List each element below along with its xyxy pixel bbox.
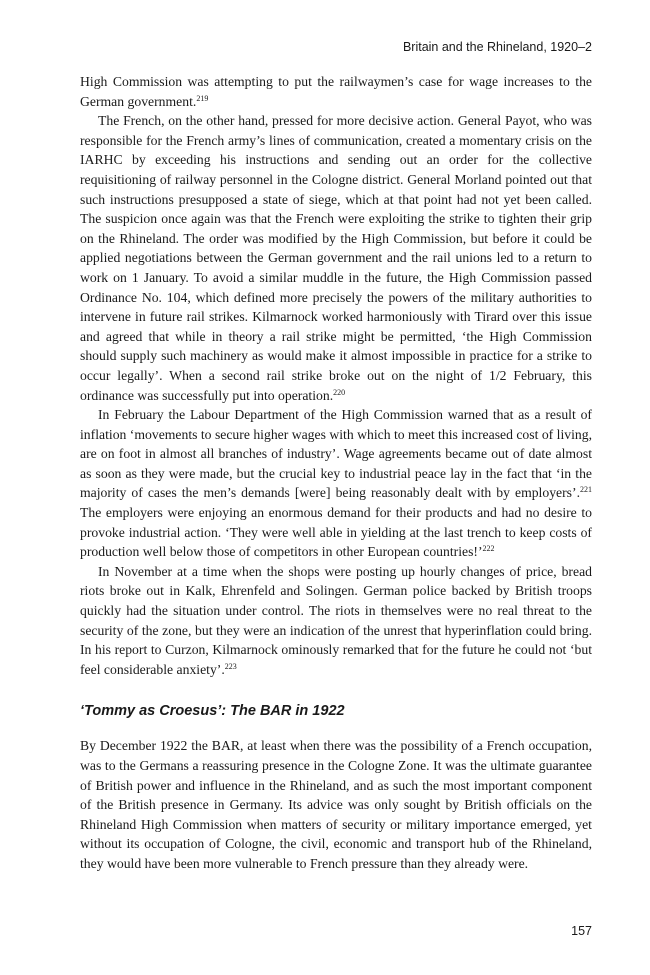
paragraph-1: [80, 72, 592, 111]
paragraph-text: High Commission was attempting to put the railwaymen’s case for wage increases to the German government.: [80, 74, 592, 109]
paragraph-2: [80, 111, 592, 405]
paragraph-4: [80, 562, 592, 680]
paragraph-text-continued: The employers were enjoying an enormous demand for their products and had no desire to provoke industrial action. ‘They were well able in yielding at the last trench to keep costs of production well below those of competitors in other European countries!’: [80, 505, 592, 560]
body-text: [80, 72, 592, 874]
footnote-ref: 220: [333, 387, 346, 397]
section-paragraph: By December 1922 the BAR, at least when there was the possibility of a French occupation, was to the Germans a reassuring presence in the Cologne Zone. It was the ultimate guarantee of British power and influence in the Rhineland, and as such the most important component of the British presence in Germany. Its advice was only sought by British officials on the Rhineland High Commission when matters of security or military importance emerged, yet without its occupation of Cologne, the civil, economic and transport hub of the Rhineland, they would have been more vulnerable to French pressure than they already were.: [80, 738, 592, 871]
paragraph-text: In February the Labour Department of the High Commission warned that as a result of inflation ‘movements to secure higher wages with which to meet this increased cost of living, are on foot in almost all branches of industry’. Wage agreements became out of date almost as soon as they were made, but the crucial key to industrial peace lay in the fact that ‘in the majority of cases the men’s demands [were] being reasonably dealt with by employers’.: [80, 407, 593, 501]
paragraph-text: The French, on the other hand, pressed for more decisive action. General Payot, who was responsible for the French army’s lines of communication, created a momentary crisis on the IARHC by exceeding his instructions and sending out an order for the collective requisitioning of railway personnel in the Cologne district. General Morland pointed out that such instructions presupposed a state of siege, which at that point had not yet been called. The suspicion once again was that the French were exploiting the strike to tighten their grip on the Rhineland. The order was modified by the High Commission, but before it could be applied negotiations between the German government and the rail unions led to a return to work on 1 January. To avoid a similar muddle in the future, the High Commission passed Ordinance No. 104, which defined more precisely the powers of the military authorities to intervene in future rail strikes. Kilmarnock worked harmoniously with Tirard over this issue and agreed that while in theory a rail strike might be permitted, ‘the High Commission should supply such machinery as would make it almost impossible in practice for a strike to occur legally’. When a second rail strike broke out on the night of 1/2 February, this ordinance was successfully put into operation.: [80, 113, 592, 403]
paragraph-text: In November at a time when the shops were posting up hourly changes of price, bread riots broke out in Kalk, Ehrenfeld and Solingen. German police backed by British troops quickly had the situation under control. The riots in themselves were no real threat to the security of the zone, but they were an indication of the unrest that hyperinflation could bring. In his report to Curzon, Kilmarnock ominously remarked that for the future he could not ‘but feel considerable anxiety’.: [80, 563, 592, 677]
footnote-ref: 222: [482, 544, 495, 554]
running-head: Britain and the Rhineland, 1920–2: [402, 40, 592, 54]
page-number: 157: [571, 924, 592, 938]
footnote-ref: 223: [224, 661, 237, 671]
section-heading: ‘Tommy as Croesus’: The BAR in 1922: [80, 703, 345, 720]
paragraph-3: [80, 405, 592, 562]
footnote-ref: 221: [580, 485, 592, 495]
footnote-ref: 219: [196, 93, 209, 103]
